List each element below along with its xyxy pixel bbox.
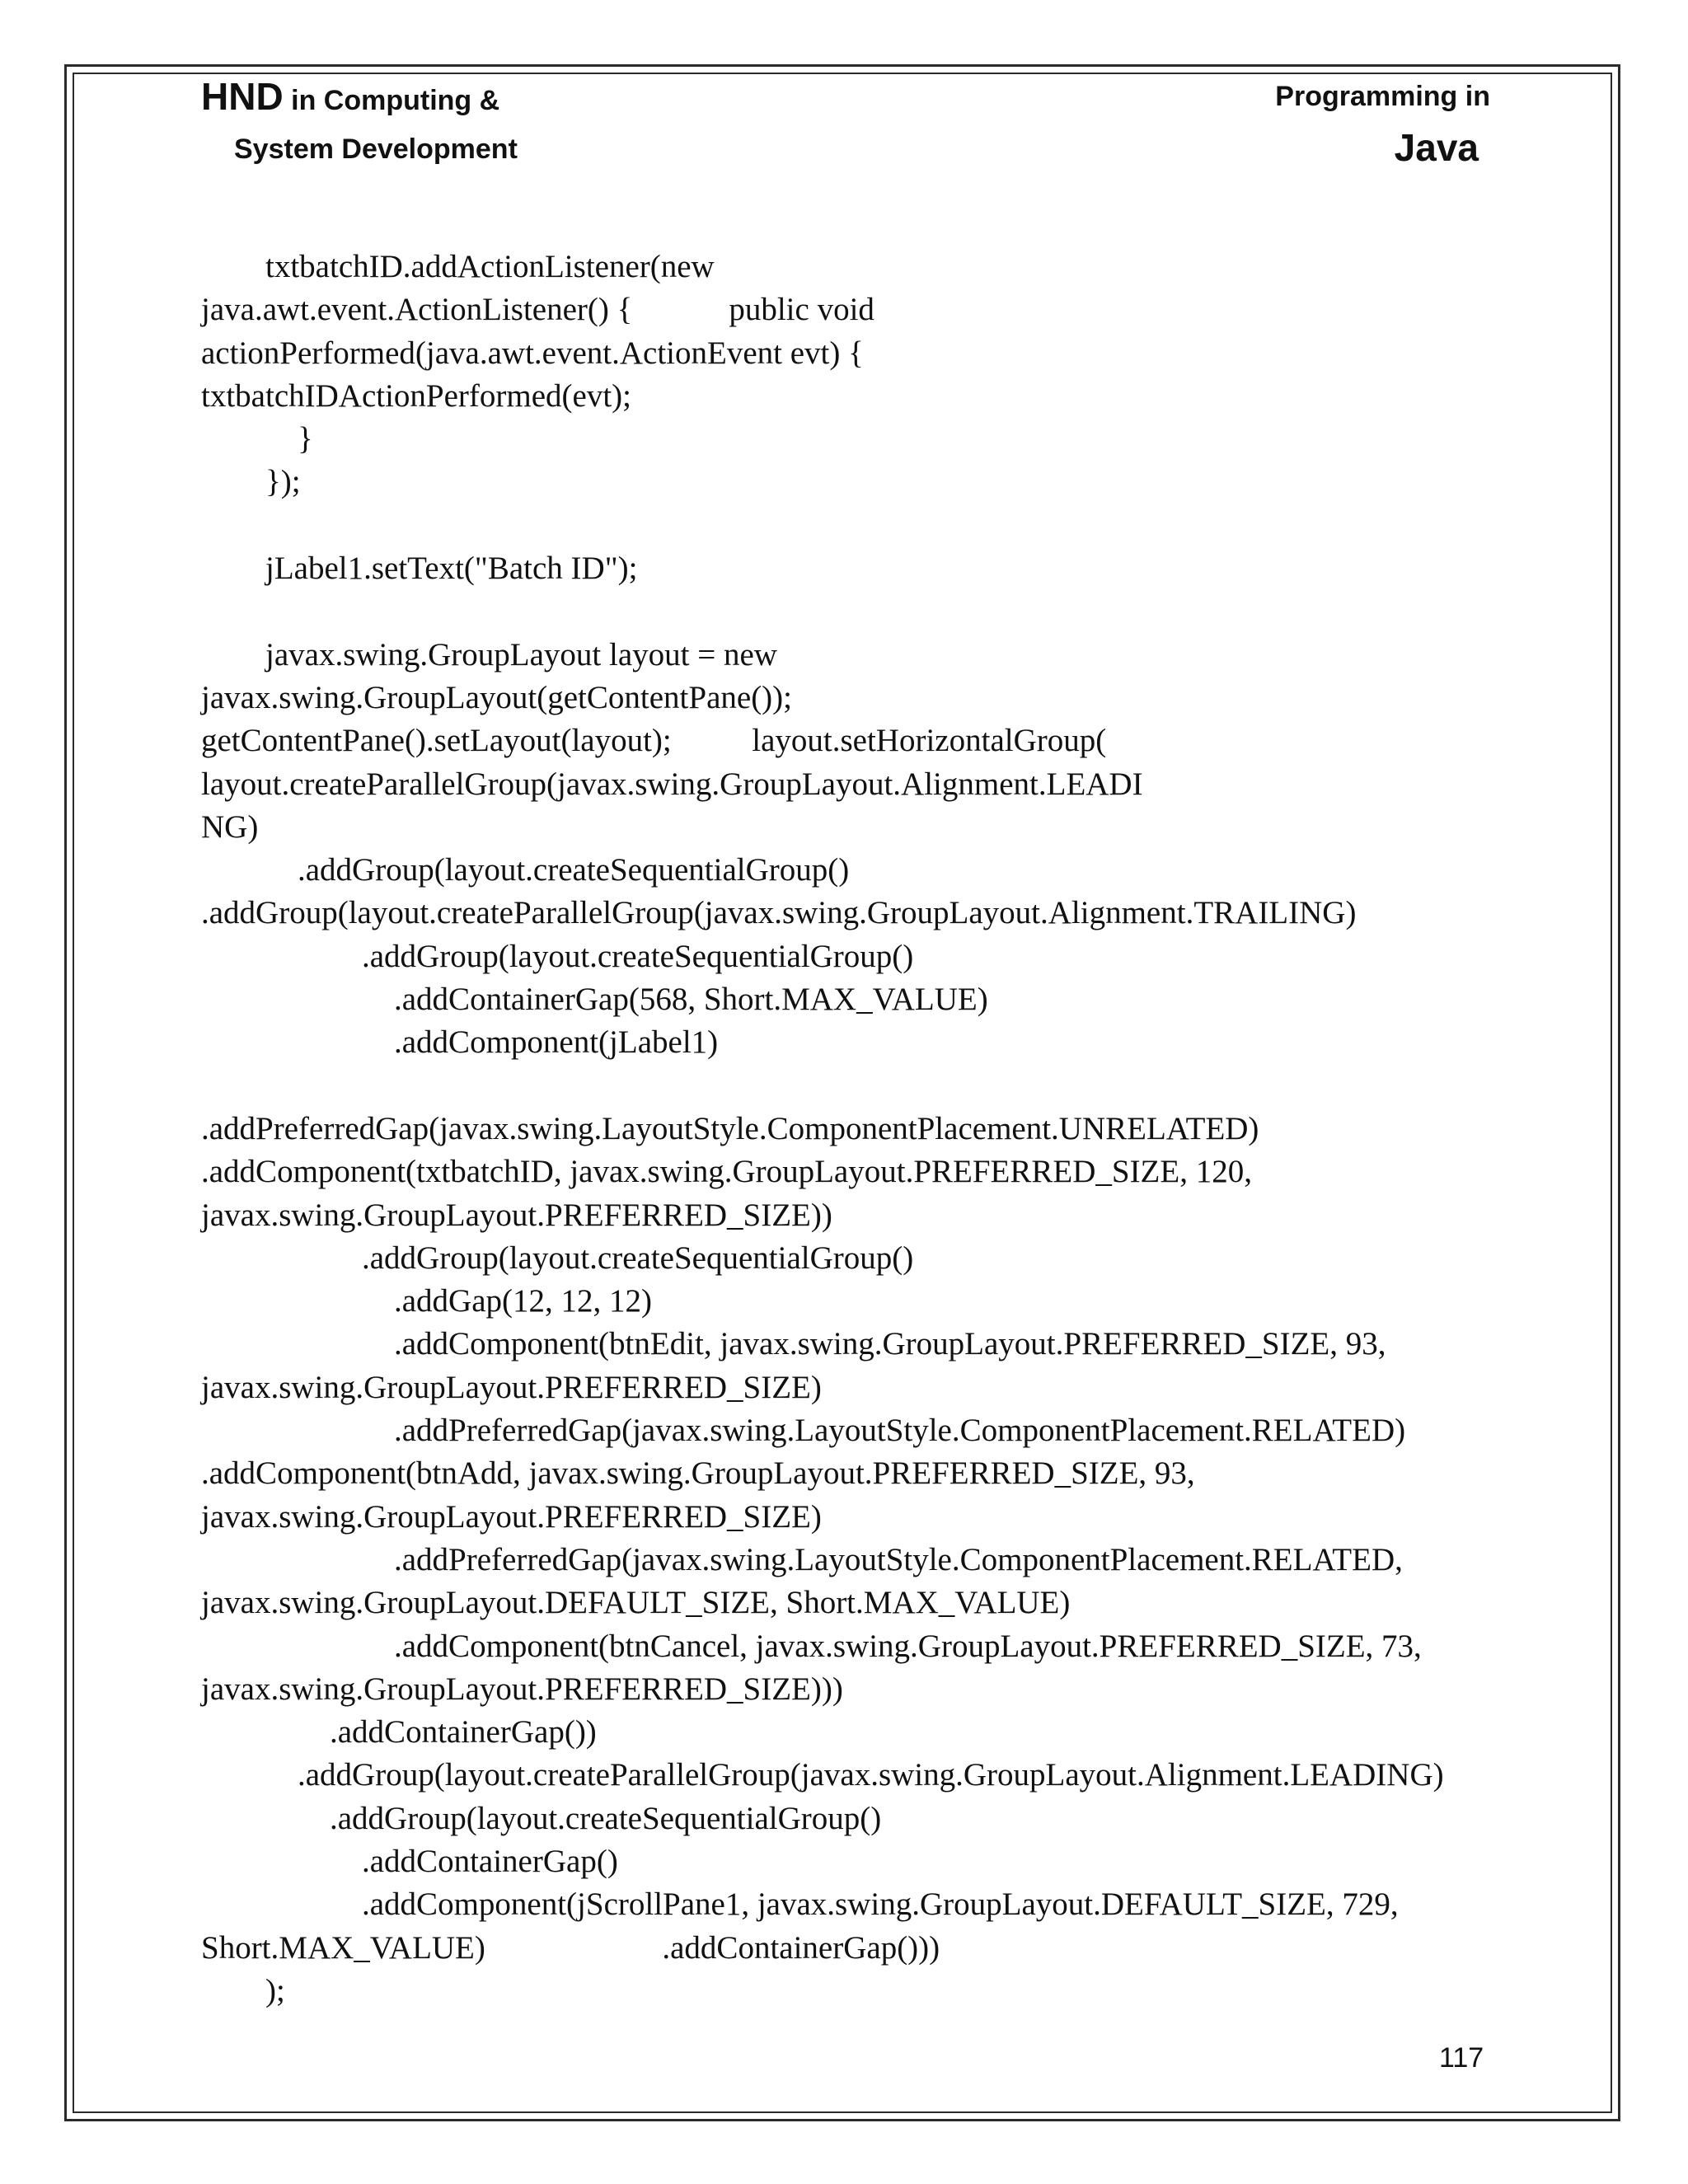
code-line: txtbatchID.addActionListener(new bbox=[201, 249, 715, 284]
code-line: .addGroup(layout.createParallelGroup(javax.swing.GroupLayout.Alignment.TRAILING) bbox=[201, 895, 1357, 931]
code-line: Short.MAX_VALUE) .addContainerGap())) bbox=[201, 1929, 940, 1966]
code-line: txtbatchIDActionPerformed(evt); bbox=[201, 377, 631, 414]
code-line: javax.swing.GroupLayout.DEFAULT_SIZE, Short.MAX_VALUE) bbox=[201, 1585, 1071, 1621]
code-line: .addGroup(layout.createSequentialGroup() bbox=[201, 1800, 882, 1836]
code-line: .addGroup(layout.createSequentialGroup() bbox=[201, 938, 914, 974]
code-line: .addContainerGap(568, Short.MAX_VALUE) bbox=[201, 982, 988, 1018]
code-line: .addComponent(btnAdd, javax.swing.GroupLayout.PREFERRED_SIZE, 93, bbox=[201, 1455, 1195, 1492]
code-line: javax.swing.GroupLayout.PREFERRED_SIZE) bbox=[201, 1498, 822, 1535]
header-course-title bbox=[201, 74, 499, 119]
code-line: .addGap(12, 12, 12) bbox=[201, 1283, 653, 1319]
header-java: Java bbox=[1394, 126, 1479, 169]
code-line: .addGroup(layout.createSequentialGroup() bbox=[201, 852, 850, 888]
code-line bbox=[201, 504, 1487, 547]
header-hnd: HND bbox=[201, 75, 284, 118]
page-number: 117 bbox=[1439, 2042, 1484, 2074]
code-listing bbox=[201, 246, 1487, 2013]
code-line: }); bbox=[201, 464, 301, 500]
header-system-development: System Development bbox=[234, 134, 518, 165]
code-line: NG) bbox=[201, 808, 259, 845]
code-line: ); bbox=[201, 1972, 285, 2008]
code-line: .addGroup(layout.createParallelGroup(javax.swing.GroupLayout.Alignment.LEADING) bbox=[201, 1757, 1444, 1793]
header-in-computing: in Computing & bbox=[283, 85, 500, 116]
code-line: javax.swing.GroupLayout(getContentPane()); bbox=[201, 679, 792, 715]
code-line: .addComponent(jScrollPane1, javax.swing.GroupLayout.DEFAULT_SIZE, 729, bbox=[201, 1886, 1399, 1923]
code-line: .addContainerGap() bbox=[201, 1843, 618, 1879]
code-line: .addGroup(layout.createSequentialGroup() bbox=[201, 1240, 914, 1276]
code-line: getContentPane().setLayout(layout); layout.setHorizontalGroup( bbox=[201, 723, 1107, 759]
code-line: .addPreferredGap(javax.swing.LayoutStyle.ComponentPlacement.RELATED, bbox=[201, 1541, 1403, 1577]
code-line: .addComponent(jLabel1) bbox=[201, 1024, 719, 1061]
code-line: } bbox=[201, 421, 313, 457]
header-programming-in: Programming in bbox=[1275, 81, 1490, 112]
code-line: javax.swing.GroupLayout.PREFERRED_SIZE) bbox=[201, 1369, 822, 1405]
code-line bbox=[201, 590, 1487, 633]
code-line: jLabel1.setText("Batch ID"); bbox=[201, 551, 638, 587]
code-line: .addComponent(txtbatchID, javax.swing.GroupLayout.PREFERRED_SIZE, 120, bbox=[201, 1154, 1252, 1190]
code-line: layout.createParallelGroup(javax.swing.GroupLayout.Alignment.LEADI bbox=[201, 766, 1143, 802]
code-line: javax.swing.GroupLayout.PREFERRED_SIZE)) bbox=[201, 1197, 832, 1233]
code-line: .addPreferredGap(javax.swing.LayoutStyle.ComponentPlacement.UNRELATED) bbox=[201, 1110, 1259, 1146]
code-line: java.awt.event.ActionListener() { public void bbox=[201, 292, 874, 328]
code-line bbox=[201, 1065, 1487, 1108]
code-line: javax.swing.GroupLayout layout = new bbox=[201, 636, 777, 673]
code-line: .addComponent(btnCancel, javax.swing.GroupLayout.PREFERRED_SIZE, 73, bbox=[201, 1628, 1422, 1664]
code-line: .addPreferredGap(javax.swing.LayoutStyle.ComponentPlacement.RELATED) bbox=[201, 1413, 1406, 1449]
code-line: .addComponent(btnEdit, javax.swing.GroupLayout.PREFERRED_SIZE, 93, bbox=[201, 1326, 1386, 1362]
code-line: javax.swing.GroupLayout.PREFERRED_SIZE))) bbox=[201, 1671, 843, 1707]
code-line: .addContainerGap()) bbox=[201, 1714, 597, 1750]
code-line: actionPerformed(java.awt.event.ActionEvent evt) { bbox=[201, 335, 864, 371]
